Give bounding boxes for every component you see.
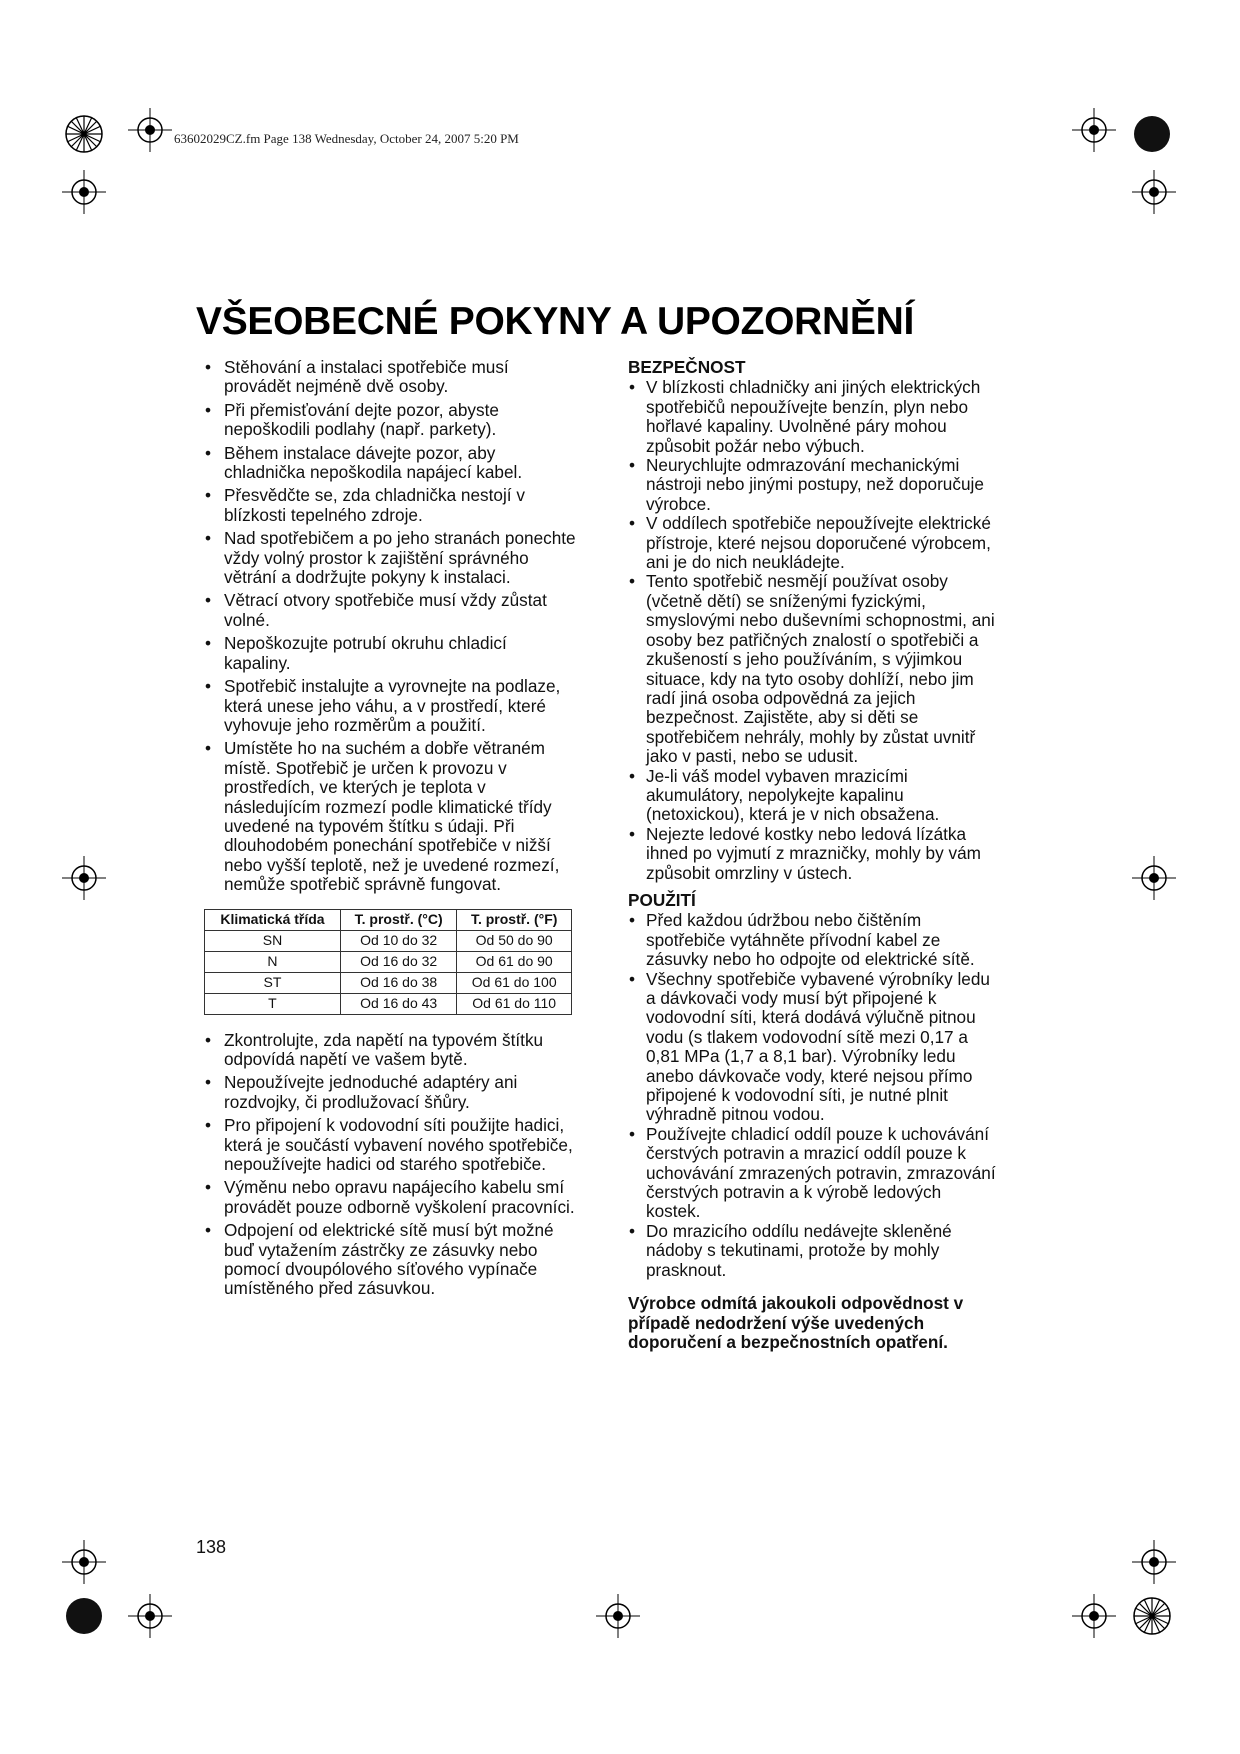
safety-bullet-list bbox=[628, 378, 1000, 883]
left-column bbox=[204, 358, 576, 1303]
table-row bbox=[205, 930, 572, 951]
table-cell: Od 61 do 110 bbox=[457, 993, 572, 1014]
registration-rosette-icon bbox=[64, 114, 104, 154]
safety-heading: BEZPEČNOST bbox=[628, 357, 746, 377]
crop-crosshair-icon bbox=[1072, 1594, 1116, 1638]
table-cell: Od 10 do 32 bbox=[340, 930, 456, 951]
table-header-cell: T. prostř. (°C) bbox=[340, 909, 456, 930]
page-title: VŠEOBECNÉ POKYNY A UPOZORNĚNÍ bbox=[196, 300, 914, 343]
table-cell: Od 16 do 38 bbox=[340, 972, 456, 993]
table-cell: SN bbox=[205, 930, 341, 951]
list-item: • Přesvědčte se, zda chladnička nestojí v blízkosti tepelného zdroje. bbox=[204, 486, 576, 525]
crop-crosshair-icon bbox=[1132, 856, 1176, 900]
print-header: 63602029CZ.fm Page 138 Wednesday, October 24, 2007 5:20 PM bbox=[174, 131, 519, 146]
list-item: • Větrací otvory spotřebiče musí vždy zůstat volné. bbox=[204, 591, 576, 630]
list-item: • Nad spotřebičem a po jeho stranách ponechte vždy volný prostor k zajištění správného větrání a dodržujte pokyny k instalaci. bbox=[204, 529, 576, 587]
list-item: • Nejezte ledové kostky nebo ledová lízátka ihned po vyjmutí z mrazničky, mohly by vám způsobit omrzliny v ústech. bbox=[628, 825, 1000, 883]
crop-crosshair-icon bbox=[1132, 170, 1176, 214]
table-cell: Od 61 do 100 bbox=[457, 972, 572, 993]
crop-crosshair-icon bbox=[62, 1540, 106, 1584]
crop-crosshair-icon bbox=[1132, 1540, 1176, 1584]
table-cell: Od 16 do 32 bbox=[340, 951, 456, 972]
table-cell: N bbox=[205, 951, 341, 972]
table-cell: Od 16 do 43 bbox=[340, 993, 456, 1014]
list-item: • Nepoškozujte potrubí okruhu chladicí kapaliny. bbox=[204, 634, 576, 673]
installation-bullet-list bbox=[204, 358, 576, 895]
crop-crosshair-icon bbox=[128, 108, 172, 152]
list-item: • V oddílech spotřebiče nepoužívejte elektrické přístroje, které nejsou doporučené výrobcem, ani je do nich neukládejte. bbox=[628, 514, 1000, 572]
list-item: • Je-li váš model vybaven mrazicími akumulátory, nepolykejte kapalinu (netoxickou), která je v nich obsažena. bbox=[628, 767, 1000, 825]
crop-crosshair-icon bbox=[62, 856, 106, 900]
list-item: • Spotřebič instalujte a vyrovnejte na podlaze, která unese jeho váhu, a v prostředí, které vyhovuje jeho rozměrům a použití. bbox=[204, 677, 576, 735]
list-item: • Nepoužívejte jednoduché adaptéry ani rozdvojky, či prodlužovací šňůry. bbox=[204, 1073, 576, 1112]
list-item: • Používejte chladicí oddíl pouze k uchovávání čerstvých potravin a mrazicí oddíl pouze k uchovávání zmrazených potravin, zmrazování čerstvých potravin a k výrobě ledových kostek. bbox=[628, 1125, 1000, 1222]
registration-dot-icon bbox=[1132, 114, 1172, 154]
list-item: • Před každou údržbou nebo čištěním spotřebiče vytáhněte přívodní kabel ze zásuvky nebo ho odpojte od elektrické sítě. bbox=[628, 911, 1000, 969]
liability-disclaimer: Výrobce odmítá jakoukoli odpovědnost v případě nedodržení výše uvedených doporučení a bezpečnostních opatření. bbox=[628, 1293, 964, 1352]
registration-dot-icon bbox=[64, 1596, 104, 1636]
electrical-bullet-list bbox=[204, 1031, 576, 1299]
list-item: • Zkontrolujte, zda napětí na typovém štítku odpovídá napětí ve vašem bytě. bbox=[204, 1031, 576, 1070]
list-item: • Výměnu nebo opravu napájecího kabelu smí provádět pouze odborně vyškolení pracovníci. bbox=[204, 1178, 576, 1217]
list-item: • Neurychlujte odmrazování mechanickými nástroji nebo jinými postupy, než doporučuje výrobce. bbox=[628, 456, 1000, 514]
table-cell: ST bbox=[205, 972, 341, 993]
list-item: • Umístěte ho na suchém a dobře větraném místě. Spotřebič je určen k provozu v prostředích, ve kterých je teplota v následujícím rozmezí podle klimatické třídy uvedené na typovém štítku s údaji. Při dlouhodobém ponechání spotřebiče v nižší nebo vyšší teplotě, než je uvedené rozmezí, nemůže spotřebič správně fungovat. bbox=[204, 739, 576, 894]
climate-class-table bbox=[204, 909, 572, 1015]
list-item: • Při přemisťování dejte pozor, abyste nepoškodili podlahy (např. parkety). bbox=[204, 401, 576, 440]
use-bullet-list bbox=[628, 911, 1000, 1280]
list-item: • Během instalace dávejte pozor, aby chladnička nepoškodila napájecí kabel. bbox=[204, 444, 576, 483]
table-cell: Od 61 do 90 bbox=[457, 951, 572, 972]
list-item: • Stěhování a instalaci spotřebiče musí provádět nejméně dvě osoby. bbox=[204, 358, 576, 397]
table-header-cell: Klimatická třída bbox=[205, 909, 341, 930]
table-row bbox=[205, 993, 572, 1014]
table-header-cell: T. prostř. (°F) bbox=[457, 909, 572, 930]
list-item: • Pro připojení k vodovodní síti použijte hadici, která je součástí vybavení nového spotřebiče, nepoužívejte hadici od starého spotřebiče. bbox=[204, 1116, 576, 1174]
use-heading: POUŽITÍ bbox=[628, 889, 696, 910]
table-header-row bbox=[205, 909, 572, 930]
list-item: • Všechny spotřebiče vybavené výrobníky ledu a dávkovači vody musí být připojené k vodovodní síti, která dodává výlučně pitnou vodu (s tlakem vodovodní sítě mezi 0,17 a 0,81 MPa (1,7 a 8,1 bar). Výrobníky ledu anebo dávkovače vody, které nejsou přímo připojené k vodovodní síti, je nutné plnit výhradně pitnou vodou. bbox=[628, 970, 1000, 1125]
registration-rosette-icon bbox=[1132, 1596, 1172, 1636]
crop-crosshair-icon bbox=[596, 1594, 640, 1638]
list-item: • Do mrazicího oddílu nedávejte skleněné nádoby s tekutinami, protože by mohly prasknout. bbox=[628, 1222, 1000, 1280]
table-row bbox=[205, 951, 572, 972]
crop-crosshair-icon bbox=[1072, 108, 1116, 152]
page-number: 138 bbox=[196, 1537, 227, 1557]
list-item: • Tento spotřebič nesmějí používat osoby (včetně dětí) se sníženými fyzickými, smyslovými nebo duševními schopnostmi, ani osoby bez patřičných znalostí o spotřebiči a zkušeností s jeho používáním, s výjimkou situace, kdy na tyto osoby dohlíží, nebo jim radí jiná osoba odpovědná za jejich bezpečnost. Zajistěte, aby si děti se spotřebičem nehrály, mohly by zůstat uvnitř jako v pasti, nebo se udusit. bbox=[628, 572, 1000, 766]
crop-crosshair-icon bbox=[62, 170, 106, 214]
list-item: • Odpojení od elektrické sítě musí být možné buď vytažením zástrčky ze zásuvky nebo pomocí dvoupólového síťového vypínače umístěného před zásuvkou. bbox=[204, 1221, 576, 1299]
table-row bbox=[205, 972, 572, 993]
list-item: • V blízkosti chladničky ani jiných elektrických spotřebičů nepoužívejte benzín, plyn nebo hořlavé kapaliny. Uvolněné páry mohou způsobit požár nebo výbuch. bbox=[628, 378, 1000, 456]
right-column bbox=[628, 358, 1000, 1352]
table-cell: Od 50 do 90 bbox=[457, 930, 572, 951]
table-cell: T bbox=[205, 993, 341, 1014]
crop-crosshair-icon bbox=[128, 1594, 172, 1638]
